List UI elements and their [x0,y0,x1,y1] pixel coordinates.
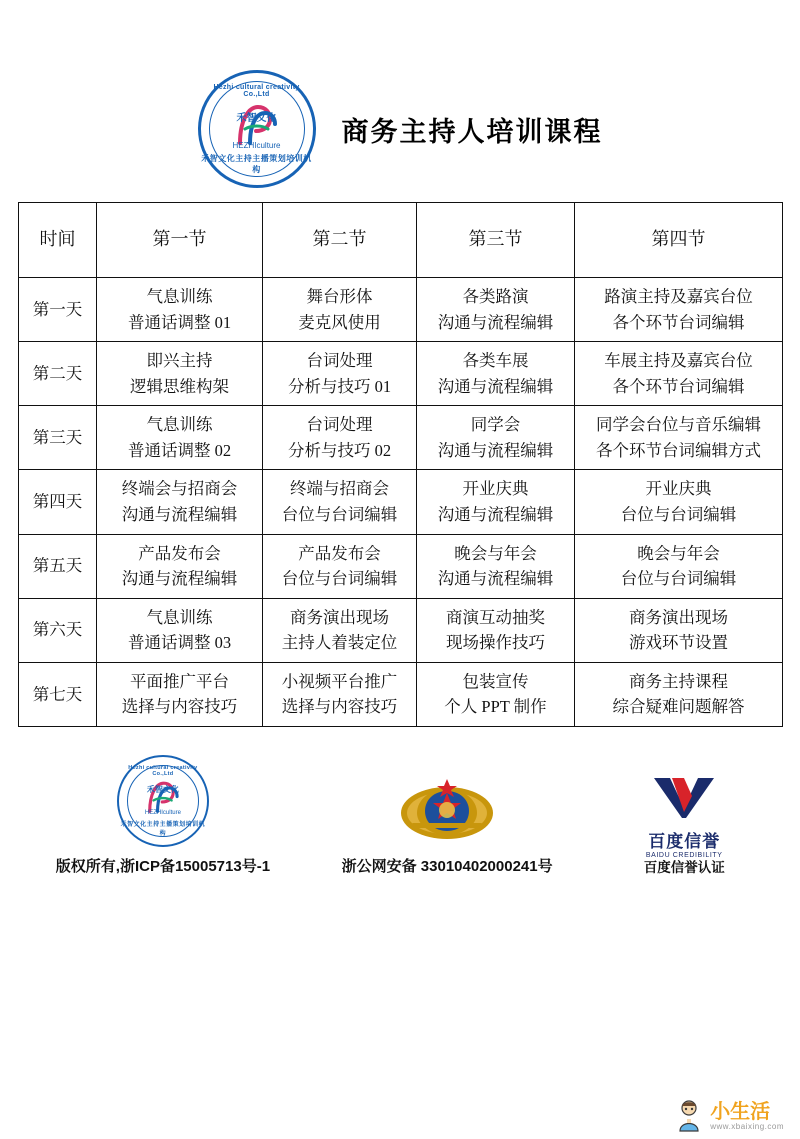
company-seal-logo [198,70,316,188]
seal-arc-text-top: Hezhi cultural creativity Co.,Ltd [213,84,300,98]
table-header-row [19,203,783,278]
baidu-credibility-logo [624,774,744,859]
session-cell-line: 台词处理 [306,351,373,371]
document-header [0,0,800,202]
session-cell-line: 开业庆典 [462,479,529,499]
baidu-v-icon [624,774,744,820]
session-cell [417,278,575,342]
table-row [19,278,783,342]
watermark-mascot-icon [674,1099,704,1133]
schedule-table-wrap [18,202,782,727]
session-cell-line: 同学会 [470,415,521,435]
session-cell [97,598,263,662]
session-cell-line: 沟通与流程编辑 [437,312,554,332]
footer-seal-brand-cn: 禾智文化 [146,784,179,794]
session-cell [263,342,417,406]
session-cell-line: 台词处理 [306,415,373,435]
session-cell-line: 各个环节台词编辑 [612,312,745,332]
session-cell-line: 商务演出现场 [629,607,728,627]
watermark-title: 小生活 [710,1100,771,1123]
session-cell-line: 麦克风使用 [298,312,381,332]
session-cell-line: 主持人着装定位 [281,633,398,653]
session-cell [417,598,575,662]
session-cell [97,342,263,406]
day-label-cell: 第五天 [19,534,97,598]
session-cell [575,406,783,470]
session-cell [263,406,417,470]
footer-company-seal-logo [117,755,209,847]
day-label-cell: 第六天 [19,598,97,662]
session-cell-line: 产品发布会 [298,543,381,563]
session-cell-line: 沟通与流程编辑 [437,504,554,524]
session-cell [575,598,783,662]
document-footer [0,755,800,876]
session-cell-line: 气息训练 [146,287,213,306]
session-cell-line: 气息训练 [146,415,213,435]
session-cell [97,534,263,598]
session-cell-line: 台位与台词编辑 [281,504,398,524]
session-cell-line: 选择与内容技巧 [281,697,398,717]
footer-baidu-block [624,774,744,876]
seal-arc-text-bottom: 禾智文化主持主播策划培训机构 [201,154,312,174]
session-cell-line: 开业庆典 [645,479,712,499]
session-cell-line: 包装宣传 [462,671,529,691]
table-row [19,662,783,726]
session-cell [97,278,263,342]
session-cell [575,342,783,406]
session-cell-line: 终端与招商会 [290,479,389,499]
baidu-name-cn: 百度信誉 [648,831,721,851]
session-cell-line: 台位与台词编辑 [620,504,737,524]
baidu-caption: 百度信誉认证 [643,859,725,875]
session-cell-line: 产品发布会 [138,543,221,563]
session-cell-line: 商务主持课程 [629,671,728,691]
seal-brand-cn: 禾智文化 [236,113,277,124]
footer-seal-arc-text-top: Hezhi cultural creativity Co.,Ltd [128,764,198,777]
watermark-text-block [710,1102,784,1131]
column-header-time: 时间 [19,203,97,278]
baidu-name-en: BAIDU CREDIBILITY [645,851,723,859]
site-watermark [674,1099,784,1133]
session-cell-line: 气息训练 [146,607,213,627]
session-cell-line: 同学会台位与音乐编辑 [596,415,761,435]
session-cell [263,598,417,662]
session-cell-line: 个人 PPT 制作 [444,697,547,717]
day-label-cell: 第二天 [19,342,97,406]
session-cell [575,470,783,534]
page-title: 商务主持人培训课程 [341,116,603,147]
session-cell-line: 晚会与年会 [454,543,537,563]
session-cell-line: 逻辑思维构架 [130,376,229,396]
session-cell [417,342,575,406]
session-cell-line: 沟通与流程编辑 [121,569,238,589]
column-header-session-3: 第三节 [417,203,575,278]
session-cell [417,406,575,470]
footer-seal-arc-text-bottom: 禾智文化主持主播策划培训机构 [120,821,206,837]
session-cell [263,662,417,726]
session-cell-line: 沟通与流程编辑 [437,440,554,460]
session-cell-line: 舞台形体 [306,287,373,306]
column-header-session-1: 第一节 [97,203,263,278]
session-cell [417,470,575,534]
session-cell [417,534,575,598]
session-cell-line: 普通话调整 02 [127,440,232,460]
session-cell-line: 各类车展 [462,351,529,371]
session-cell-line: 商务演出现场 [290,607,389,627]
session-cell-line: 游戏环节设置 [629,633,728,653]
session-cell [263,470,417,534]
session-cell-line: 平面推广平台 [130,671,229,691]
session-cell-line: 台位与台词编辑 [281,569,398,589]
copyright-text: 版权所有,浙ICP备15005713号-1 [55,857,271,875]
session-cell [575,534,783,598]
session-cell-line: 沟通与流程编辑 [437,569,554,589]
watermark-url: www.xbaixing.com [710,1121,784,1131]
session-cell-line: 综合疑难问题解答 [612,697,745,717]
police-badge-icon [399,773,495,847]
session-cell-line: 选择与内容技巧 [121,697,238,717]
session-cell-line: 小视频平台推广 [281,671,398,691]
session-cell [575,662,783,726]
session-cell-line: 普通话调整 01 [127,312,232,332]
session-cell [263,534,417,598]
schedule-table-body [19,278,783,727]
session-cell-line: 车展主持及嘉宾台位 [604,351,753,371]
session-cell-line: 分析与技巧 02 [287,440,392,460]
session-cell-line: 各个环节台词编辑 [612,376,745,396]
session-cell [97,470,263,534]
seal-brand-en: HEZHIculture [232,141,281,150]
session-cell-line: 各个环节台词编辑方式 [596,440,761,460]
column-header-session-2: 第二节 [263,203,417,278]
session-cell-line: 即兴主持 [146,351,213,371]
session-cell [417,662,575,726]
session-cell-line: 路演主持及嘉宾台位 [604,287,753,306]
session-cell-line: 现场操作技巧 [446,633,545,653]
day-label-cell: 第四天 [19,470,97,534]
session-cell-line: 分析与技巧 01 [287,376,392,396]
table-row [19,406,783,470]
session-cell-line: 商演互动抽奖 [446,607,545,627]
session-cell-line: 晚会与年会 [637,543,720,563]
day-label-cell: 第一天 [19,278,97,342]
session-cell [263,278,417,342]
footer-copyright-block [56,755,270,876]
table-row [19,470,783,534]
session-cell [97,662,263,726]
session-cell-line: 各类路演 [462,287,529,306]
session-cell-line: 沟通与流程编辑 [121,504,238,524]
schedule-table [18,202,783,727]
session-cell [575,278,783,342]
column-header-session-4: 第四节 [575,203,783,278]
table-row [19,342,783,406]
footer-police-block [342,773,553,876]
table-row [19,598,783,662]
police-record-text: 浙公网安备 33010402000241号 [341,857,553,875]
session-cell [97,406,263,470]
footer-seal-brand-en: HEZHIculture [144,809,181,816]
session-cell-line: 沟通与流程编辑 [437,376,554,396]
session-cell-line: 普通话调整 03 [127,633,232,653]
table-row [19,534,783,598]
day-label-cell: 第七天 [19,662,97,726]
session-cell-line: 终端会与招商会 [121,479,238,499]
day-label-cell: 第三天 [19,406,97,470]
session-cell-line: 台位与台词编辑 [620,569,737,589]
